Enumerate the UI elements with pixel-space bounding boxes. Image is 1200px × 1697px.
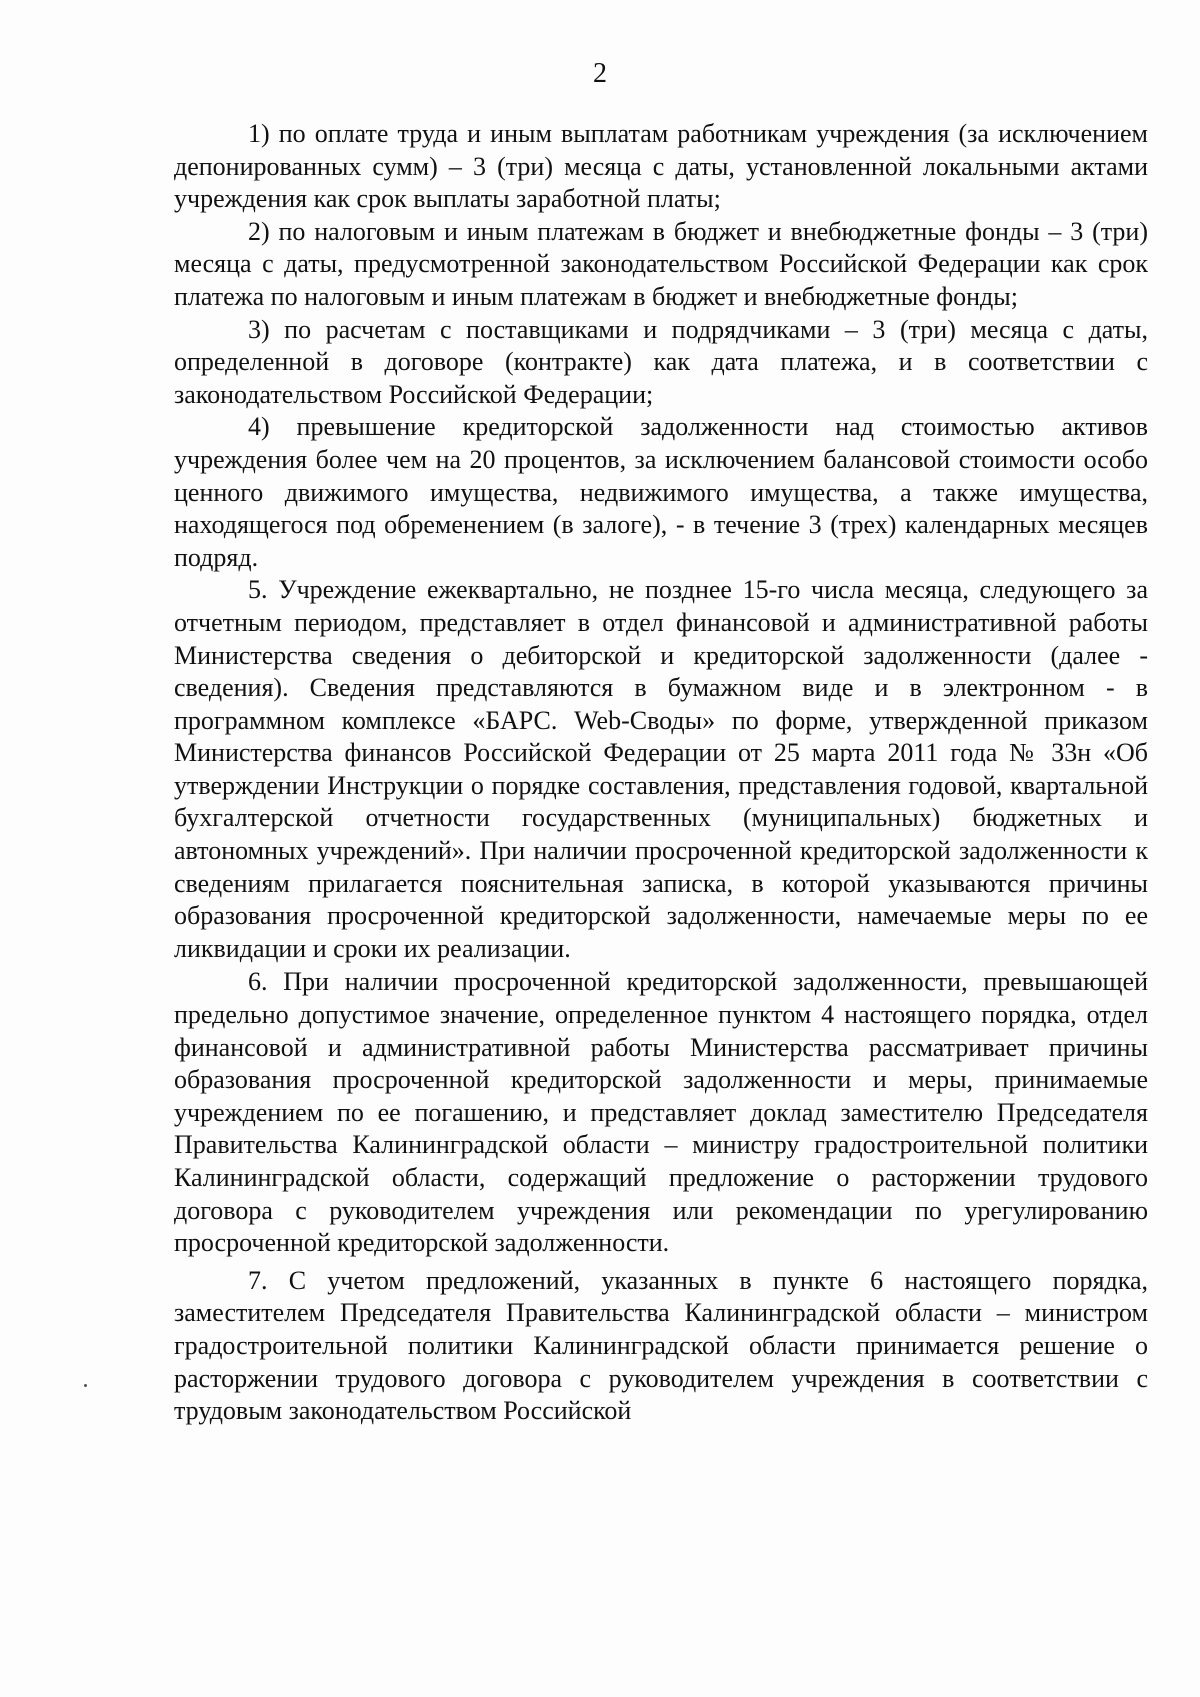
paragraph-5: 5. Учреждение ежеквартально, не позднее 15-го числа месяца, следующего за отчетным периодом, представляет в отдел финансовой и административной работы Министерства сведения о дебиторской и кредиторской задолженности (далее - сведения). Сведения представляются в бумажном виде и в электронном - в программном комплексе «БАРС. Web-Своды» по форме, утвержденной приказом Министерства финансов Российской Федерации от 25 марта 2011 года № 33н «Об утверждении Инструкции о порядке составления, представления годовой, квартальной бухгалтерской отчетности государственных (муниципальных) бюджетных и автономных учреждений». При наличии просроченной кредиторской задолженности к сведениям прилагается пояснительная записка, в которой указываются причины образования просроченной кредиторской задолженности, намечаемые меры по ее ликвидации и сроки их реализации. bbox=[174, 575, 1148, 963]
paragraph-item-3: 3) по расчетам с поставщиками и подрядчиками – 3 (три) месяца с даты, определенной в договоре (контракте) как дата платежа, и в соответствии с законодательством Российской Федерации; bbox=[174, 314, 1148, 409]
paragraph-item-2: 2) по налоговым и иным платежам в бюджет и внебюджетные фонды – 3 (три) месяца с даты, предусмотренной законодательством Российской Федерации как срок платежа по налоговым и иным платежам в бюджет и внебюджетные фонды; bbox=[174, 216, 1148, 311]
paragraph-item-1: 1) по оплате труда и иным выплатам работникам учреждения (за исключением депонированных сумм) – 3 (три) месяца с даты, установленной локальными актами учреждения как срок выплаты заработной платы; bbox=[174, 119, 1148, 214]
document-body bbox=[174, 118, 1148, 1428]
page-number: 2 bbox=[593, 58, 607, 89]
paragraph-7: 7. С учетом предложений, указанных в пункте 6 настоящего порядка, заместителем Председателя Правительства Калининградской области – министром градостроительной политики Калининградской области принимается решение о расторжении трудового договора с руководителем учреждения в соответствии с трудовым законодательством Российской bbox=[174, 1265, 1148, 1426]
paragraph-item-4: 4) превышение кредиторской задолженности над стоимостью активов учреждения более чем на 20 процентов, за исключением балансовой стоимости особо ценного движимого имущества, недвижимого имущества, а также имущества, находящегося под обременением (в залоге), - в течение 3 (трех) календарных месяцев подряд. bbox=[174, 412, 1148, 572]
scan-speck bbox=[84, 1384, 87, 1387]
paragraph-6: 6. При наличии просроченной кредиторской задолженности, превышающей предельно допустимое значение, определенное пунктом 4 настоящего порядка, отдел финансовой и административной работы Министерства рассматривает причины образования просроченной кредиторской задолженности и меры, принимаемые учреждением по ее погашению, и представляет доклад заместителю Председателя Правительства Калининградской области – министру градостроительной политики Калининградской области, содержащий предложение о расторжении трудового договора с руководителем учреждения или рекомендации по урегулированию просроченной кредиторской задолженности. bbox=[174, 967, 1148, 1258]
